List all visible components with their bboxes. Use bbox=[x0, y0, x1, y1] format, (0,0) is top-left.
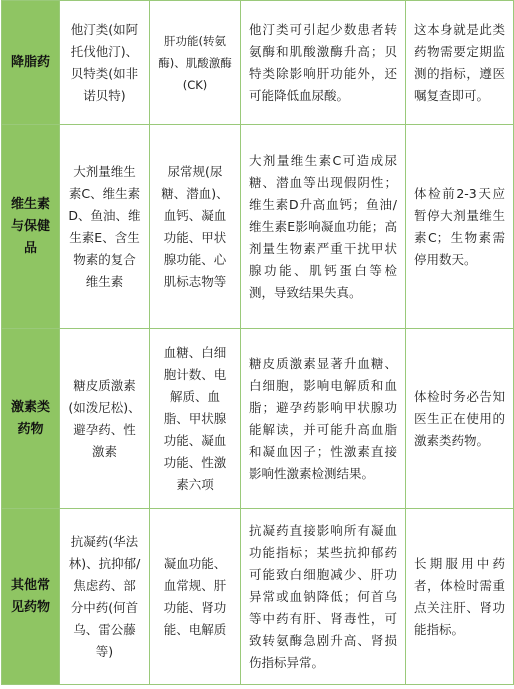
advice-cell: 长期服用中药者，体检时需重点关注肝、肾功能指标。 bbox=[406, 509, 514, 685]
affected-items-cell: 尿常规(尿糖、潜血)、血钙、凝血功能、甲状腺功能、心肌标志物等 bbox=[150, 125, 241, 329]
category-cell: 降脂药 bbox=[2, 1, 60, 125]
advice-cell: 体检前2-3天应暂停大剂量维生素C；生物素需停用数天。 bbox=[406, 125, 514, 329]
drugs-cell: 大剂量维生素C、维生素D、鱼油、维生素E、含生物素的复合维生素 bbox=[60, 125, 150, 329]
category-cell: 维生素与保健品 bbox=[2, 125, 60, 329]
table-row bbox=[2, 509, 514, 685]
effect-cell: 大剂量维生素C可造成尿糖、潜血等出现假阴性；维生素D升高血钙；鱼油/维生素E影响凝血功能；高剂量生物素严重干扰甲状腺功能、肌钙蛋白等检测，导致结果失真。 bbox=[241, 125, 406, 329]
advice-cell: 这本身就是此类药物需要定期监测的指标，遵医嘱复查即可。 bbox=[406, 1, 514, 125]
category-cell: 其他常见药物 bbox=[2, 509, 60, 685]
category-cell: 激素类药物 bbox=[2, 329, 60, 509]
affected-items-cell: 凝血功能、血常规、肝功能、肾功能、电解质 bbox=[150, 509, 241, 685]
drugs-cell: 抗凝药(华法林)、抗抑郁/焦虑药、部分中药(何首乌、雷公藤等) bbox=[60, 509, 150, 685]
table-row bbox=[2, 329, 514, 509]
drugs-cell: 糖皮质激素(如泼尼松)、避孕药、性激素 bbox=[60, 329, 150, 509]
affected-items-cell: 血糖、白细胞计数、电解质、血脂、甲状腺功能、凝血功能、性激素六项 bbox=[150, 329, 241, 509]
effect-cell: 他汀类可引起少数患者转氨酶和肌酸激酶升高；贝特类除影响肝功能外，还可能降低血尿酸。 bbox=[241, 1, 406, 125]
table-row bbox=[2, 125, 514, 329]
table-row bbox=[2, 1, 514, 125]
drugs-cell: 他汀类(如阿托伐他汀)、贝特类(如非诺贝特) bbox=[60, 1, 150, 125]
drug-effects-table bbox=[1, 0, 514, 685]
affected-items-cell: 肝功能(转氨酶)、肌酸激酶(CK) bbox=[150, 1, 241, 125]
effect-cell: 抗凝药直接影响所有凝血功能指标；某些抗抑郁药可能致白细胞减少、肝功异常或血钠降低；何首乌等中药有肝、肾毒性，可致转氨酶急剧升高、肾损伤指标异常。 bbox=[241, 509, 406, 685]
advice-cell: 体检时务必告知医生正在使用的激素类药物。 bbox=[406, 329, 514, 509]
effect-cell: 糖皮质激素显著升血糖、白细胞，影响电解质和血脂；避孕药影响甲状腺功能解读，并可能升高血脂和凝血因子；性激素直接影响性激素检测结果。 bbox=[241, 329, 406, 509]
